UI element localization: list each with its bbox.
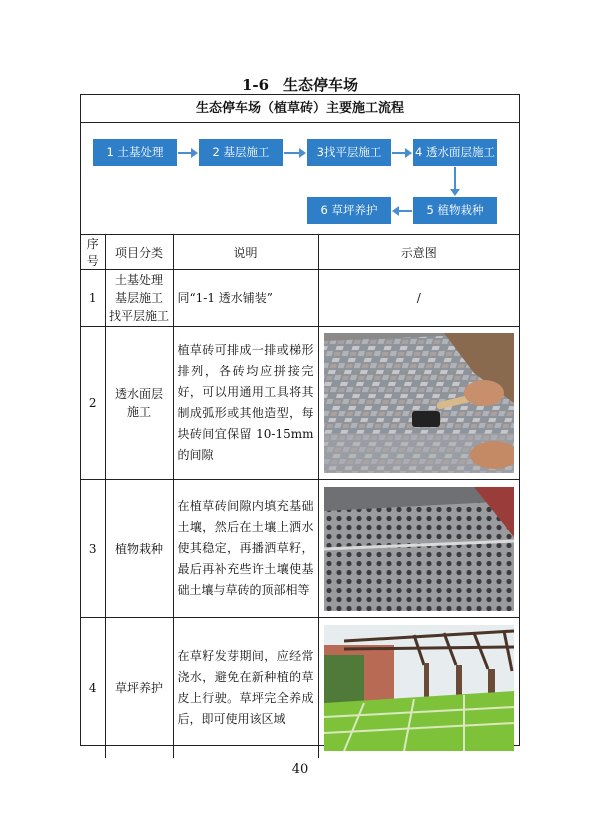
row-description: 在植草砖间隙内填充基础土壤，然后在土壤上洒水使其稳定，再播洒草籽，最后再补充些许土壤使基础土壤与草砖的顶部相等 bbox=[173, 480, 318, 618]
flow-step-3: 3找平层施工 bbox=[307, 139, 391, 166]
flow-arrow-1-2 bbox=[178, 152, 192, 154]
flow-arrow-2-3 bbox=[284, 152, 300, 154]
row-index: 3 bbox=[81, 480, 105, 618]
flow-step-2: 2 基层施工 bbox=[199, 139, 283, 166]
row-index: 1 bbox=[81, 270, 105, 327]
table-row bbox=[81, 270, 519, 327]
row-category bbox=[105, 618, 173, 758]
flow-step-6: 6 草坪养护 bbox=[307, 197, 391, 224]
flow-arrow-4-5 bbox=[454, 167, 456, 190]
row-illustration: / bbox=[318, 270, 519, 327]
flow-step-5: 5 植物栽种 bbox=[413, 197, 497, 224]
table-row bbox=[81, 618, 519, 758]
section-number: 1-6 bbox=[241, 76, 270, 94]
grass-paver-grid-photo-icon bbox=[324, 487, 514, 611]
page-number: 40 bbox=[291, 762, 309, 777]
table-header-row bbox=[81, 235, 519, 270]
flow-step-4: 4 透水面层施工 bbox=[413, 139, 497, 166]
row-category bbox=[105, 270, 173, 327]
category-line: 植物栽种 bbox=[114, 541, 163, 556]
flow-arrow-5-6 bbox=[398, 210, 412, 212]
construction-steps-table bbox=[81, 235, 519, 758]
row-description: 同“1-1 透水铺装” bbox=[173, 270, 318, 327]
row-illustration bbox=[318, 618, 519, 758]
row-description: 在草籽发芽期间，应经常浇水，避免在新种植的草皮上行驶。草坪完全养成后，即可使用该区域 bbox=[173, 618, 318, 758]
row-index: 2 bbox=[81, 327, 105, 480]
construction-table-frame bbox=[80, 94, 520, 746]
flow-chart bbox=[81, 123, 519, 235]
header-description: 说明 bbox=[173, 235, 318, 270]
category-line: 土基处理 bbox=[114, 273, 163, 287]
header-category: 项目分类 bbox=[105, 235, 173, 270]
header-illustration: 示意图 bbox=[318, 235, 519, 270]
row-description: 植草砖可排成一排或梯形排列，各砖均应拼接完好，可以用通用工具将其制成弧形或其他造型，每块砖间宜保留 10-15mm 的间隙 bbox=[173, 327, 318, 480]
grass-parking-pergola-photo-icon bbox=[324, 625, 514, 751]
flow-title: 生态停车场（植草砖）主要施工流程 bbox=[81, 95, 519, 123]
section-title bbox=[0, 74, 600, 95]
header-index: 序号 bbox=[81, 235, 105, 270]
category-line: 草坪养护 bbox=[114, 680, 163, 695]
row-category bbox=[105, 480, 173, 618]
row-illustration bbox=[318, 480, 519, 618]
category-line: 找平层施工 bbox=[108, 309, 169, 323]
flow-arrow-3-4 bbox=[392, 152, 406, 154]
flow-step-1: 1 土基处理 bbox=[93, 139, 177, 166]
paver-laying-photo-icon bbox=[324, 333, 514, 473]
section-name: 生态停车场 bbox=[283, 76, 359, 94]
category-line: 透水面层 bbox=[114, 387, 163, 401]
row-category bbox=[105, 327, 173, 480]
row-illustration bbox=[318, 327, 519, 480]
category-line: 施工 bbox=[126, 405, 151, 419]
table-row bbox=[81, 480, 519, 618]
table-row bbox=[81, 327, 519, 480]
category-line: 基层施工 bbox=[114, 291, 163, 305]
row-index: 4 bbox=[81, 618, 105, 758]
